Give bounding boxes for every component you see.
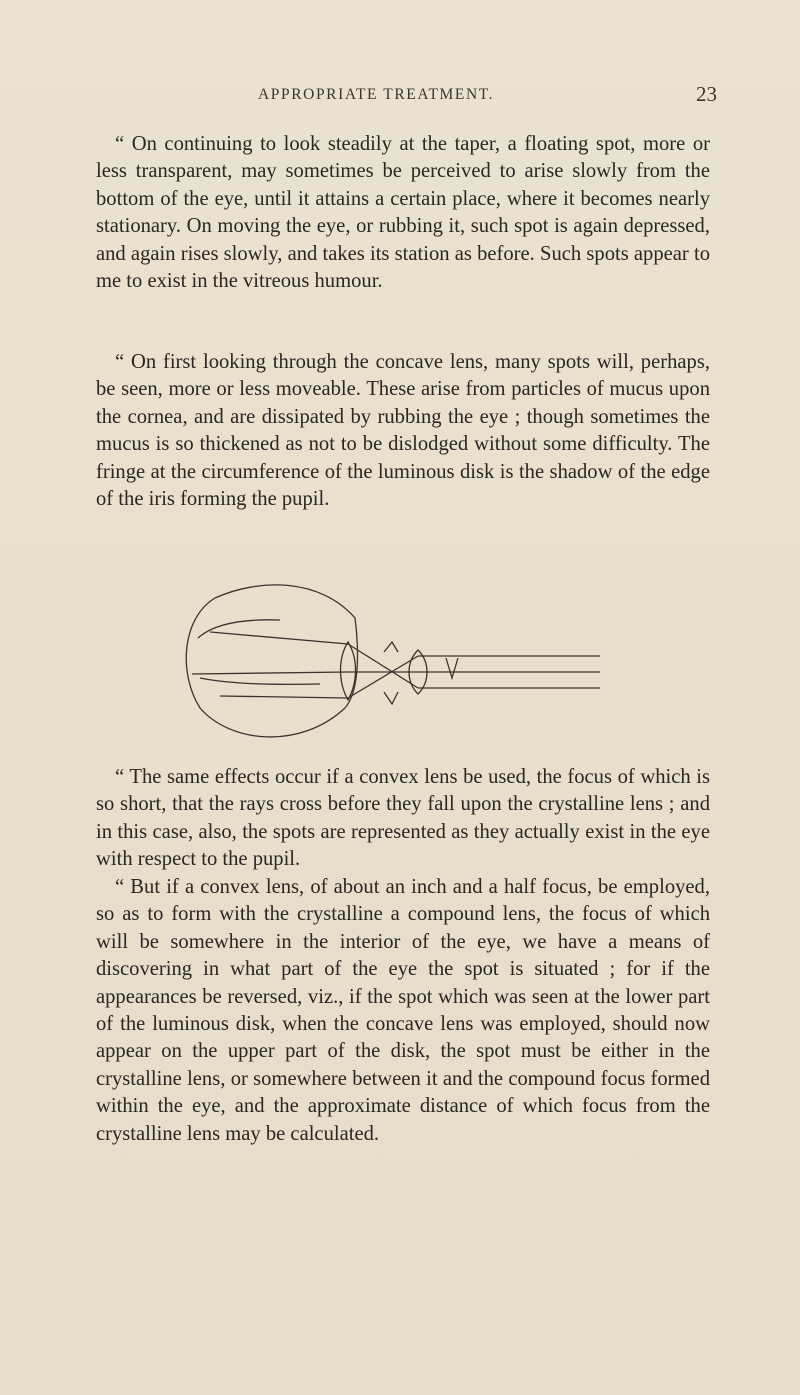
page-number: 23 <box>696 82 717 106</box>
retina-upper <box>198 620 280 638</box>
iris-mark-right <box>446 658 458 678</box>
running-head: APPROPRIATE TREATMENT. <box>258 86 495 103</box>
eye-ray-diagram <box>170 558 600 748</box>
ray-inner-2 <box>220 696 348 698</box>
paragraph-2: “ On first looking through the concave lens, many spots will, perhaps, be seen, more or less moveable. These arise from particles of mucus upon the cornea, and are dissipated by rubbing the eye ; though sometimes the mucus is so thickened as not to be dislodged without some difficulty. The fringe at the circumference of the luminous disk is the shadow of the edge of the iris forming the pupil. <box>96 351 710 511</box>
paragraph-1: “ On continuing to look steadily at the taper, a floating spot, more or less transparent, may sometimes be perceived to arise slowly from the bottom of the eye, until it attains a certain place, where it becomes nearly stationary. On moving the eye, or rubbing it, such spot is again depressed, and again rises slowly, and takes its station as before. Such spots appear to me to exist in the vitreous humour. <box>96 133 710 293</box>
ray-inner-1 <box>210 632 348 644</box>
paragraph-4: “ But if a convex lens, of about an inch and a half focus, be employed, so as to form with the crystalline a compound lens, the focus of which will be somewhere in the interior of the eye, we have a means of discovering in what part of the eye the spot is situated ; for if the appearances be reversed, viz., if the spot which was seen at the lower part of the luminous disk, when the concave lens was employed, should now appear on the upper part of the disk, the spot must be either in the crystalline lens, or somewhere between it and the compound focus formed within the eye, and the approximate distance of which focus from the crystalline lens may be calculated. <box>96 876 710 1145</box>
ray-cross-2 <box>348 644 418 688</box>
eye-diagram-svg <box>170 558 600 748</box>
ray-inner-3 <box>192 672 348 674</box>
iris-mark-upper <box>384 642 398 652</box>
paragraph-3: “ The same effects occur if a convex lens be used, the focus of which is so short, that the rays cross before they fall upon the crystalline lens ; and in this case, also, the spots are represented as they actually exist in the eye with respect to the pupil. <box>96 766 710 871</box>
ray-cross-1 <box>348 656 418 698</box>
eyeball-outline <box>186 585 357 737</box>
retina-lower <box>200 678 320 684</box>
iris-mark-lower <box>384 692 398 704</box>
